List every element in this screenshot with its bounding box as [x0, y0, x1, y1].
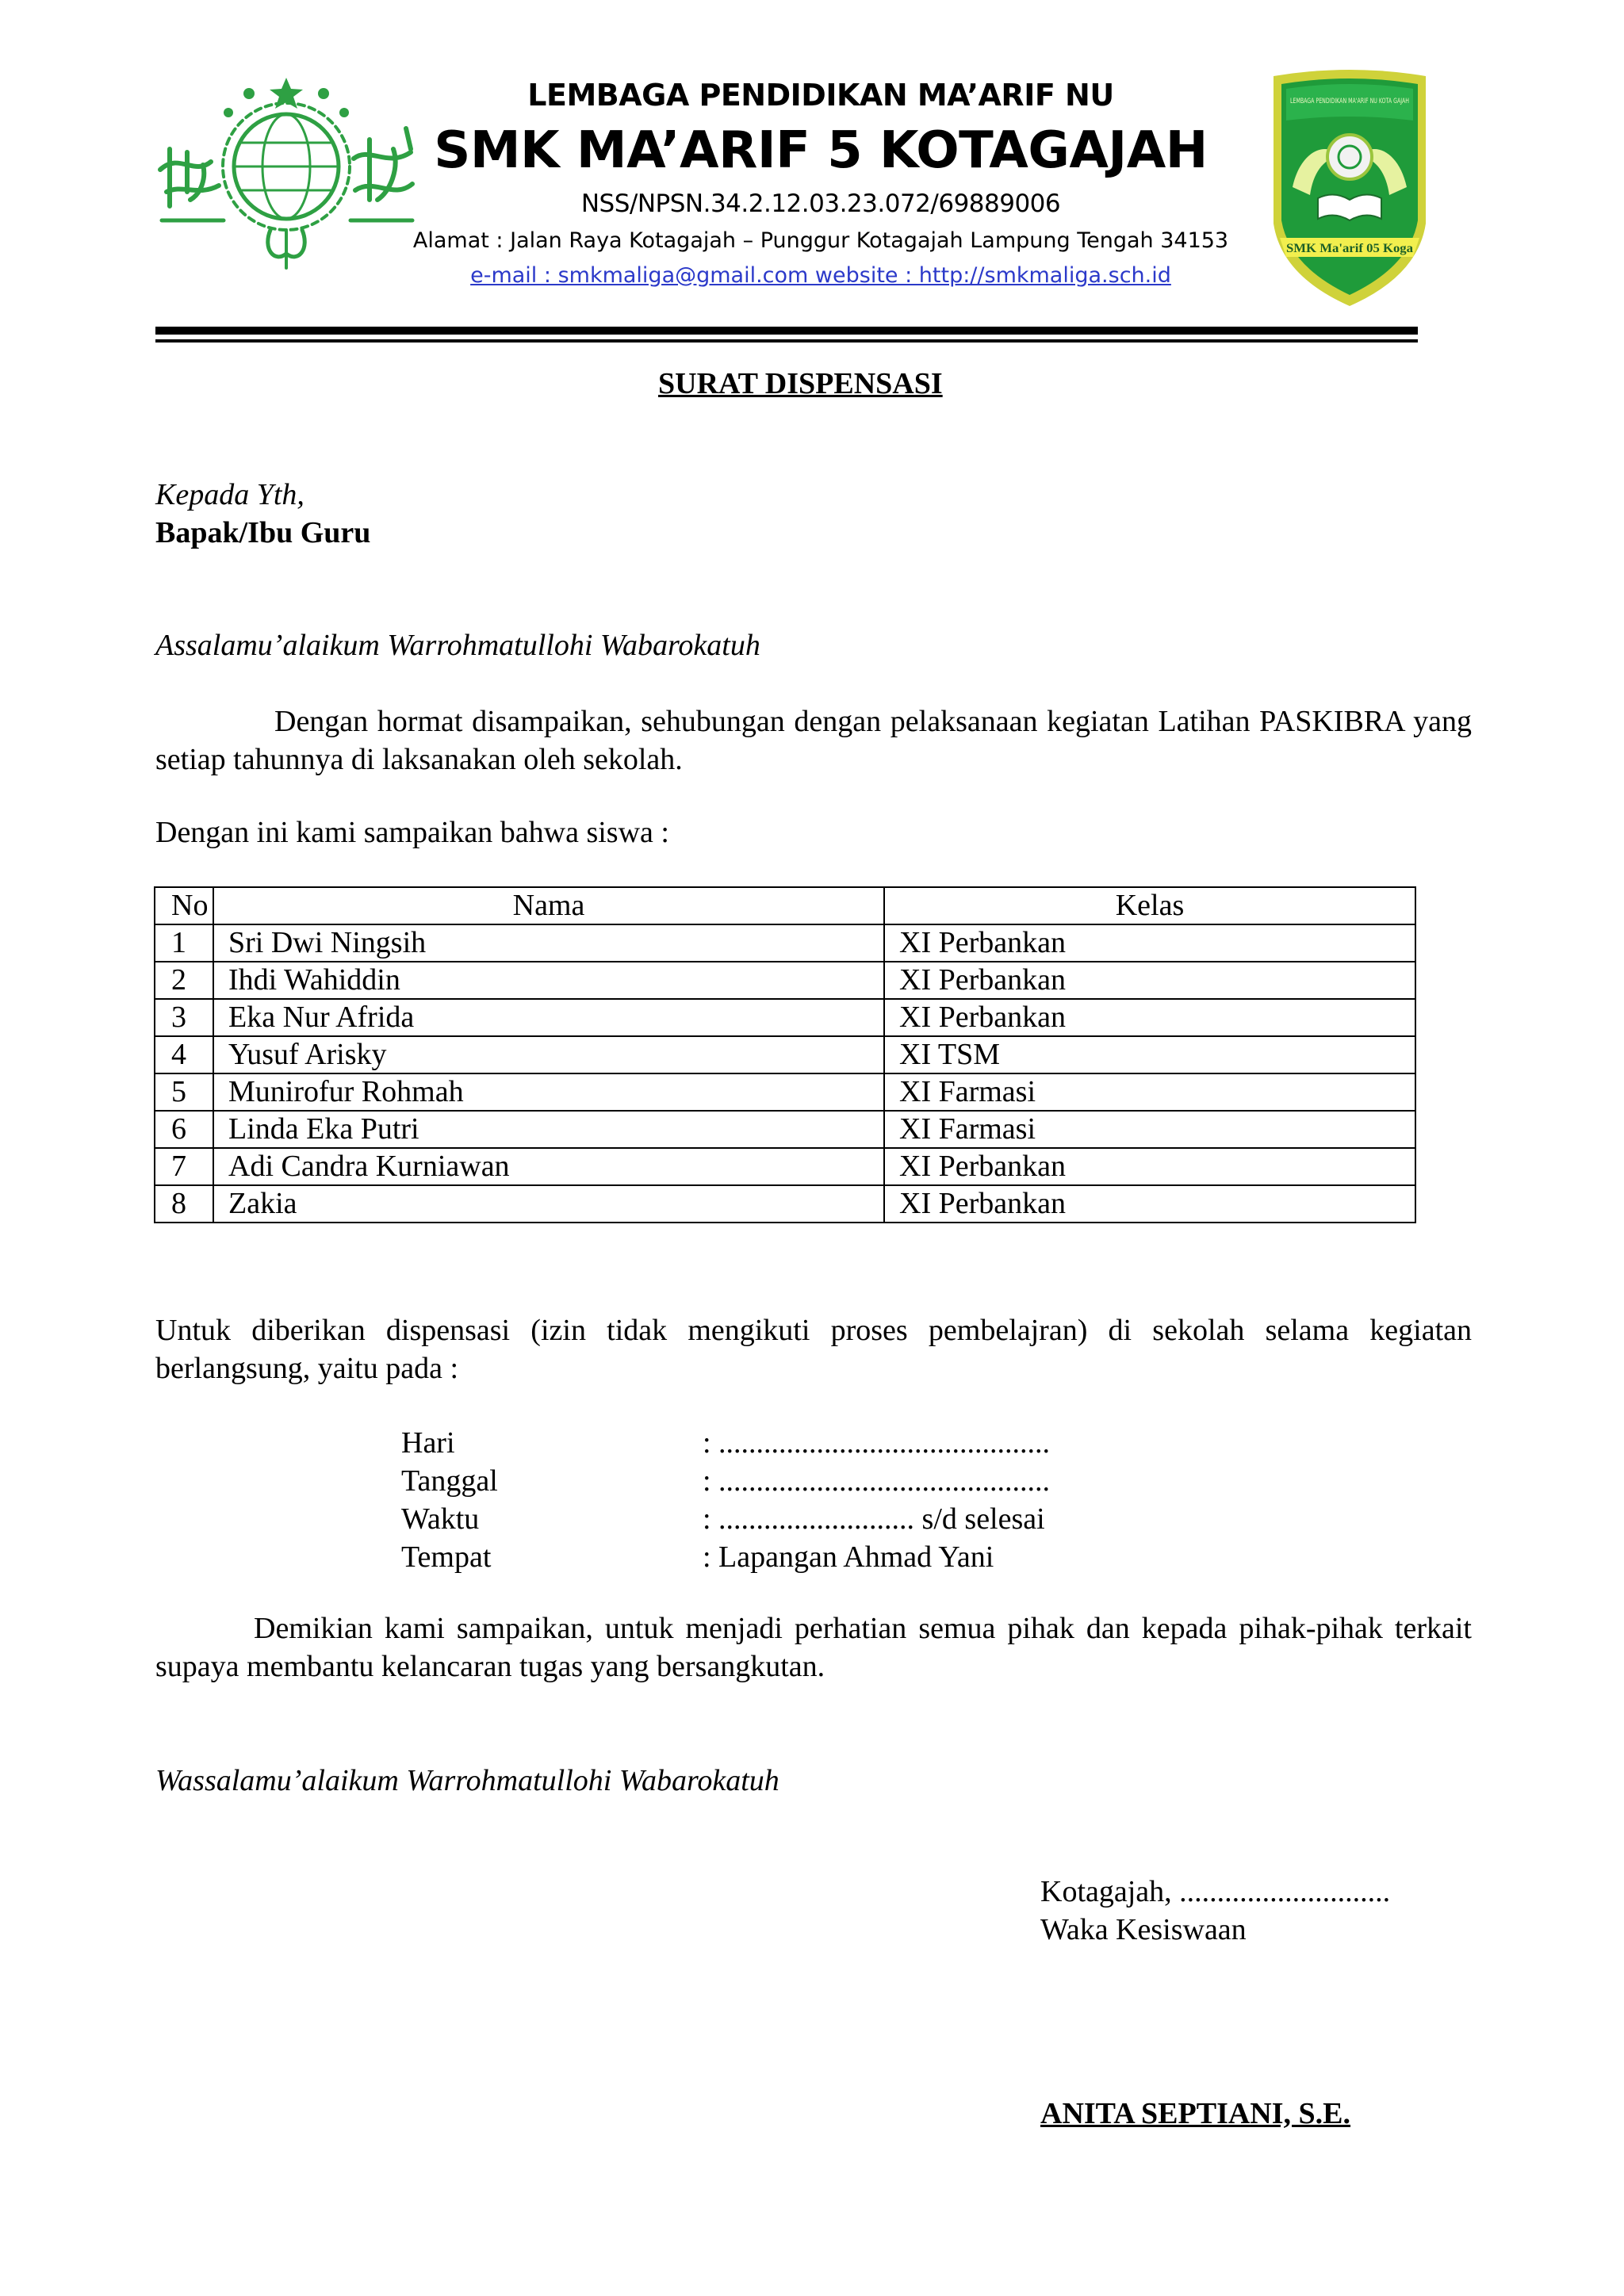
row-no: 4 [155, 1036, 213, 1073]
row-nama: Yusuf Arisky [213, 1036, 884, 1073]
row-no: 8 [155, 1185, 213, 1223]
row-no: 3 [155, 999, 213, 1036]
table-row [155, 1073, 1415, 1111]
row-nama: Zakia [213, 1185, 884, 1223]
table-row [155, 924, 1415, 962]
crest-top-text: LEMBAGA PENDIDIKAN MA'ARIF NU KOTA GAJAH [1290, 98, 1409, 105]
body-paragraph-1: Dengan hormat disampaikan, sehubungan dengan pelaksanaan kegiatan Latihan PASKIBRA yang setiap tahunnya di laksanakan oleh sekolah. [155, 705, 1472, 776]
table-row [155, 999, 1415, 1036]
row-nama: Munirofur Rohmah [213, 1073, 884, 1111]
schedule-value-tanggal: : ............................................ [703, 1464, 1051, 1498]
schedule-value-waktu: : .......................... s/d selesai [703, 1502, 1045, 1536]
row-no: 2 [155, 962, 213, 999]
row-nama: Eka Nur Afrida [213, 999, 884, 1036]
table-row [155, 1036, 1415, 1073]
schedule-label-tempat: Tempat [401, 1540, 492, 1574]
table-row [155, 1148, 1415, 1185]
letterhead [373, 73, 1269, 293]
row-no: 7 [155, 1148, 213, 1185]
institution-name: LEMBAGA PENDIDIKAN MA’ARIF NU [527, 78, 1114, 113]
schedule-label-hari: Hari [401, 1426, 455, 1460]
recipient-greeting: Kepada Yth, [155, 478, 304, 511]
header-kelas: Kelas [884, 887, 1415, 924]
header-nama: Nama [213, 887, 884, 924]
header-no: No [155, 887, 213, 924]
email-website-link[interactable]: e-mail : smkmaliga@gmail.com website : http://smkmaliga.sch.id [470, 263, 1171, 288]
row-no: 1 [155, 924, 213, 962]
row-kelas: XI Perbankan [884, 1185, 1415, 1223]
row-kelas: XI Farmasi [884, 1073, 1415, 1111]
row-nama: Linda Eka Putri [213, 1111, 884, 1148]
schedule-label-tanggal: Tanggal [401, 1464, 498, 1498]
body-paragraph-2: Untuk diberikan dispensasi (izin tidak mengikuti proses pembelajran) di sekolah selama kegiatan berlangsung, yaitu pada : [155, 1314, 1472, 1385]
row-kelas: XI Farmasi [884, 1111, 1415, 1148]
table-header-row [155, 887, 1415, 924]
students-table [154, 886, 1416, 1223]
row-no: 6 [155, 1111, 213, 1148]
crest-ribbon-text: SMK Ma'arif 05 Koga [1286, 242, 1413, 255]
body-paragraph-3: Demikian kami sampaikan, untuk menjadi perhatian semua pihak dan kepada pihak-pihak terkait supaya membantu kelancaran tugas yang bersangkutan. [155, 1612, 1472, 1683]
signature-position: Waka Kesiswaan [1040, 1913, 1247, 1946]
letter-title: SURAT DISPENSASI [658, 367, 943, 400]
row-kelas: XI Perbankan [884, 1148, 1415, 1185]
row-kelas: XI Perbankan [884, 962, 1415, 999]
table-row [155, 962, 1415, 999]
row-nama: Sri Dwi Ningsih [213, 924, 884, 962]
students-intro: Dengan ini kami sampaikan bahwa siswa : [155, 816, 669, 849]
signature-name: ANITA SEPTIANI, S.E. [1040, 2097, 1351, 2130]
row-nama: Adi Candra Kurniawan [213, 1148, 884, 1185]
closing-salutation: Wassalamu’alaikum Warrohmatullohi Wabarokatuh [155, 1764, 779, 1797]
school-address: Alamat : Jalan Raya Kotagajah – Punggur Kotagajah Lampung Tengah 34153 [412, 228, 1229, 253]
school-name: SMK MA’ARIF 5 KOTAGAJAH [434, 121, 1208, 180]
school-shield-crest-icon [1266, 68, 1434, 311]
nss-npsn: NSS/NPSN.34.2.12.03.23.072/69889006 [580, 189, 1061, 218]
row-kelas: XI TSM [884, 1036, 1415, 1073]
letterhead-divider-thin [155, 339, 1418, 342]
row-kelas: XI Perbankan [884, 924, 1415, 962]
schedule-label-waktu: Waktu [401, 1502, 480, 1536]
row-nama: Ihdi Wahiddin [213, 962, 884, 999]
schedule-value-tempat: : Lapangan Ahmad Yani [703, 1540, 994, 1574]
letterhead-divider-thick [155, 327, 1418, 335]
row-kelas: XI Perbankan [884, 999, 1415, 1036]
opening-salutation: Assalamu’alaikum Warrohmatullohi Wabarokatuh [155, 629, 760, 662]
table-row [155, 1111, 1415, 1148]
table-row [155, 1185, 1415, 1223]
schedule-value-hari: : ............................................ [703, 1426, 1051, 1460]
recipient-name: Bapak/Ibu Guru [155, 516, 371, 549]
row-no: 5 [155, 1073, 213, 1111]
signature-place-date: Kotagajah, ............................ [1040, 1875, 1391, 1908]
